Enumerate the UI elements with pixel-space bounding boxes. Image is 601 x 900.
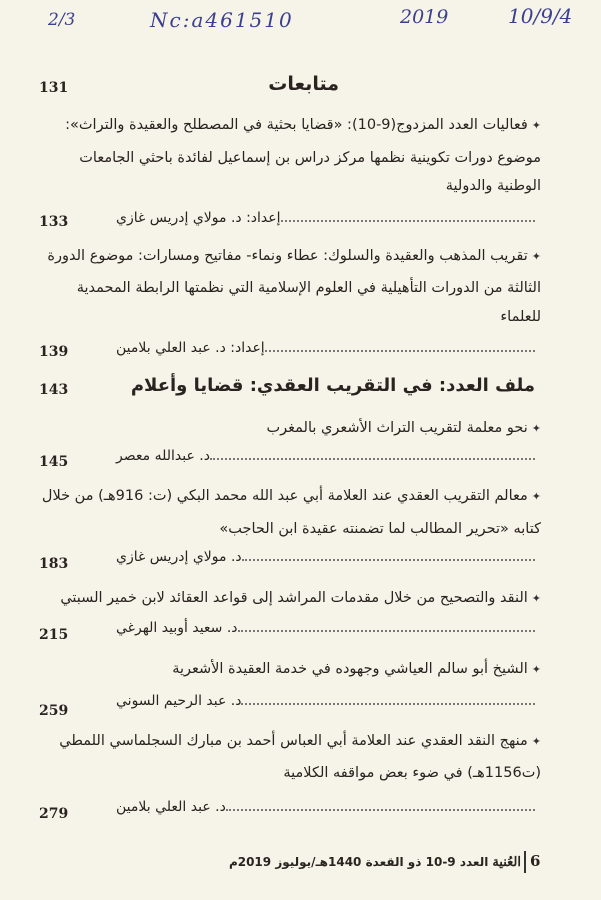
entry-author: د. عبد الرحيم السوني: [116, 693, 242, 709]
footer-divider: [524, 851, 526, 873]
entry-author-row: [112, 689, 541, 709]
entry-title-line: (ت1156هـ) في ضوء بعض مواقفه الكلامية: [283, 765, 541, 781]
leader-dots: [265, 350, 535, 352]
entry-author: إعداد: د. مولاي إدريس غازي: [116, 210, 281, 226]
entry-title-line: ✦الشيخ أبو سالم العياشي وجهوده في خدمة العقيدة الأشعرية: [172, 661, 541, 677]
entry-page-number: 133: [39, 214, 69, 230]
entry-page-number: 183: [39, 556, 69, 572]
entry-title-line: ✦معالم التقريب العقدي عند العلامة أبي عبد الله محمد البكي (ت: 916هـ) من خلال: [41, 488, 541, 504]
entry-title-line: ✦النقد والتصحيح من خلال مقدمات المراشد إلى قواعد العقائد لابن خمير السبتي: [60, 590, 541, 606]
bullet-icon: ✦: [531, 119, 541, 132]
entry-author-row: [112, 444, 541, 464]
file-title: ملف العدد: في التقريب العقدي: قضايا وأعلام: [130, 375, 535, 396]
entry-page-number: 139: [39, 344, 69, 360]
footer-issue-text: العدد 9-10 ذو القعدة 1440هـ/يوليوز 2019م: [228, 855, 489, 869]
entry-author-row: [112, 336, 541, 356]
entry-page-number: 259: [39, 703, 69, 719]
bullet-icon: ✦: [531, 663, 541, 676]
leader-dots: [281, 220, 535, 222]
entry-title-line: ✦فعاليات العدد المزدوج(9-10): «قضايا بحثية في المصطلح والعقيدة والتراث»:: [65, 117, 541, 133]
handwritten-year: 2019: [400, 6, 449, 28]
entry-author: د. عبد العلي بلامين: [116, 799, 226, 815]
footer-issue: [229, 855, 521, 870]
entry-title-line: ✦تقريب المذهب والعقيدة والسلوك: عطاء ونماء- مفاتيح ومسارات: موضوع الدورة: [47, 248, 541, 264]
entry-author: د. مولاي إدريس غازي: [116, 549, 242, 565]
entry-author: إعداد: د. عبد العلي بلامين: [116, 340, 265, 356]
bullet-icon: ✦: [531, 592, 541, 605]
followups-page: 131: [39, 80, 69, 96]
handwritten-code: Nc:a461510: [150, 8, 294, 32]
entry-author-row: [112, 545, 541, 565]
handwritten-date: 10/9/4: [508, 4, 573, 28]
footer-page-number: 6: [530, 852, 541, 870]
leader-dots: [226, 809, 535, 811]
bullet-icon: ✦: [531, 490, 541, 503]
leader-dots: [242, 559, 535, 561]
entry-title-line: موضوع دورات تكوينية نظمها مركز دراس بن إسماعيل لفائدة باحثي الجامعات: [79, 150, 541, 166]
entry-title-line: كتابه «تحرير المطالب لما تضمنته عقيدة ابن الحاجب»: [219, 521, 541, 537]
leader-dots: [241, 703, 535, 705]
leader-dots: [210, 458, 535, 460]
entry-page-number: 145: [39, 454, 69, 470]
entry-author: د. عبدالله معصر: [116, 448, 210, 464]
entry-title-line: الوطنية والدولية: [445, 178, 541, 194]
followups-title: متابعات: [268, 73, 339, 95]
entry-title-line: ✦منهج النقد العقدي عند العلامة أبي العباس أحمد بن مبارك السجلماسي اللمطي: [59, 733, 541, 749]
entry-title-line: ✦نحو معلمة لتقريب التراث الأشعري بالمغرب: [266, 420, 541, 436]
bullet-icon: ✦: [531, 422, 541, 435]
file-page: 143: [39, 382, 69, 398]
entry-page-number: 215: [39, 627, 69, 643]
journal-logo: العُنية: [492, 855, 521, 870]
entry-author-row: [112, 795, 541, 815]
entry-page-number: 279: [39, 806, 69, 822]
bullet-icon: ✦: [531, 735, 541, 748]
entry-author: د. سعيد أوبيد الهرغي: [116, 620, 238, 636]
bullet-icon: ✦: [531, 250, 541, 263]
entry-title-line: للعلماء: [500, 309, 541, 325]
handwritten-mark: 2/3: [48, 10, 76, 30]
entry-author-row: [112, 206, 541, 226]
entry-title-line: الثالثة من الدورات التأهيلية في العلوم الإسلامية التي نظمتها الرابطة المحمدية: [76, 280, 541, 296]
entry-author-row: [112, 616, 541, 636]
leader-dots: [238, 630, 535, 632]
